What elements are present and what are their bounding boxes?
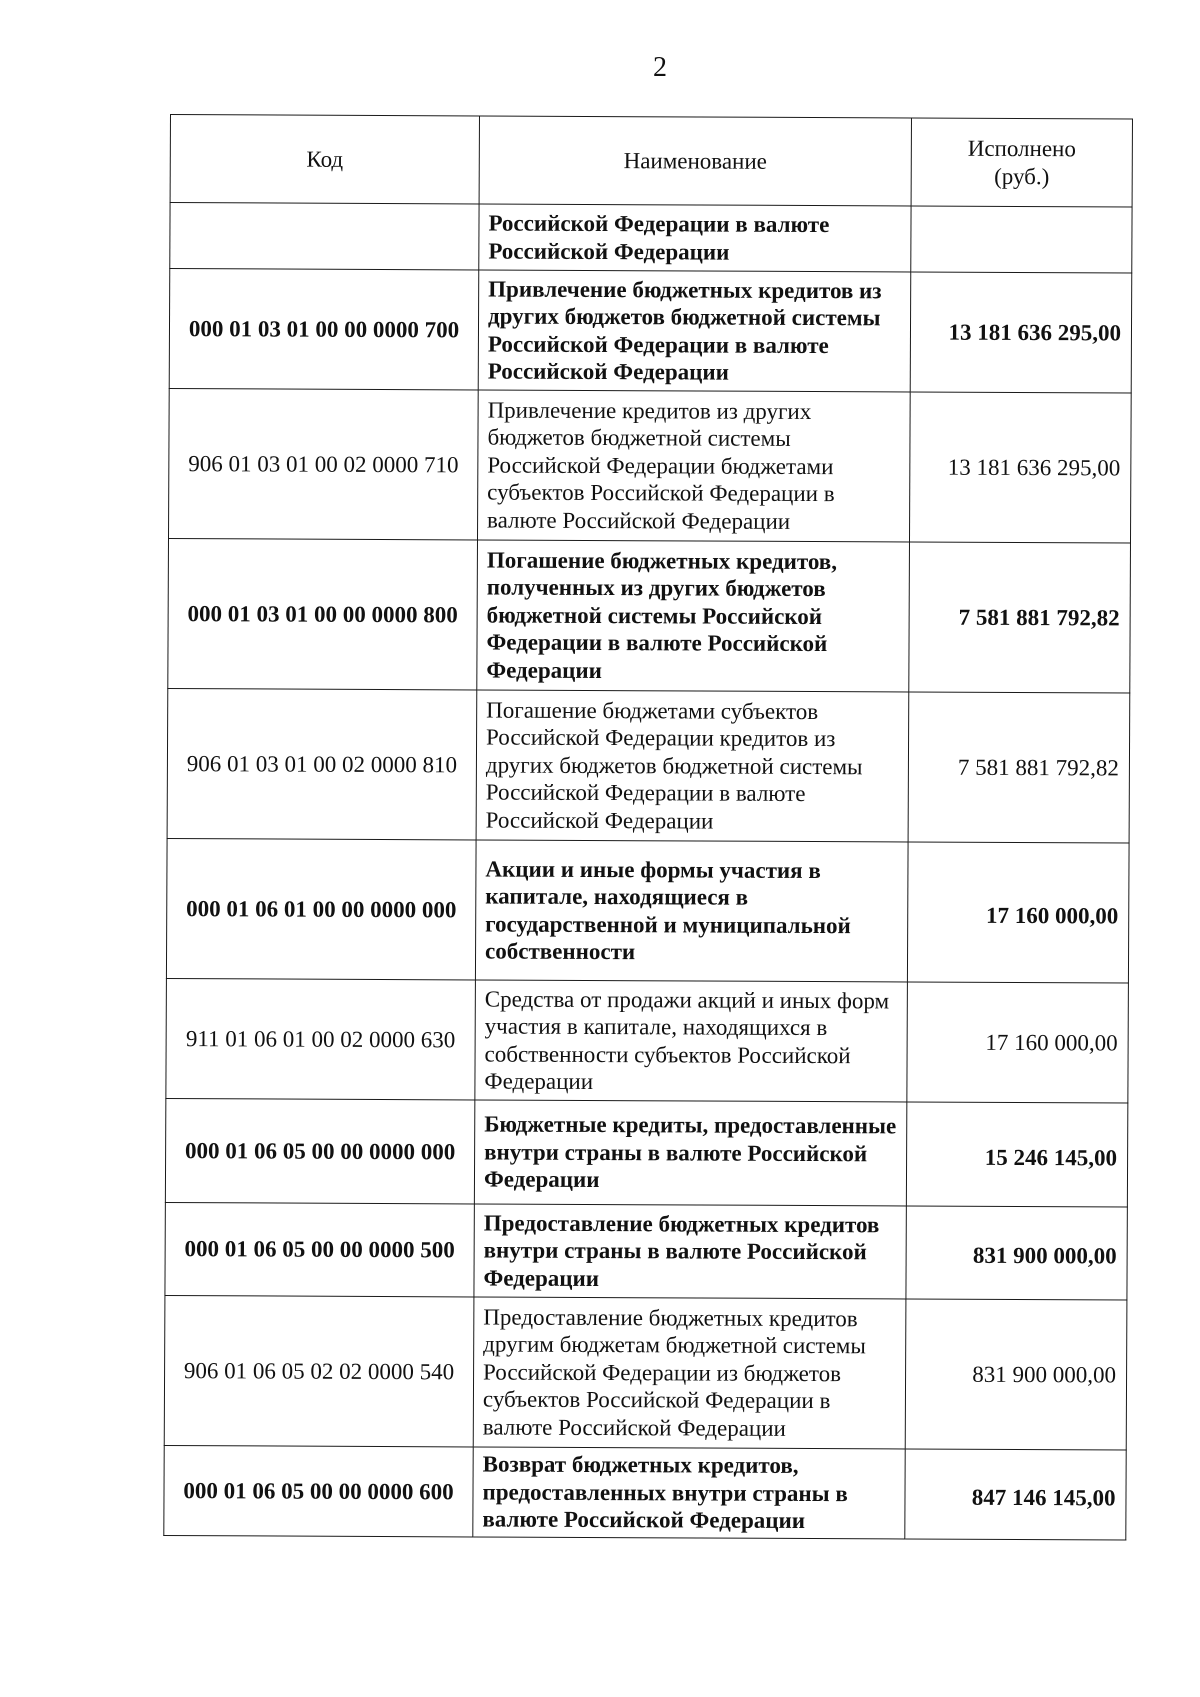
header-code: Код <box>170 115 479 204</box>
row-name: Российской Федерации в валюте Российской Федерации <box>479 204 911 272</box>
row-amount <box>911 206 1132 273</box>
table-row <box>164 1445 1126 1540</box>
table-row <box>168 388 1131 543</box>
row-name: Привлечение кредитов из других бюджетов бюджетной системы Российской Федерации бюджетами субъектов Российской Федерации в валюте Российской Федерации <box>477 390 910 542</box>
table-row <box>165 1202 1127 1300</box>
row-code: 000 01 06 05 00 00 0000 600 <box>164 1445 473 1536</box>
table-row <box>164 1295 1127 1450</box>
row-amount: 17 160 000,00 <box>907 842 1129 983</box>
row-amount: 7 581 881 792,82 <box>908 692 1130 843</box>
row-amount: 13 181 636 295,00 <box>910 272 1132 393</box>
row-code: 000 01 06 01 00 00 0000 000 <box>166 838 476 979</box>
row-amount: 7 581 881 792,82 <box>909 542 1131 693</box>
table-row <box>168 538 1131 693</box>
budget-execution-table <box>163 114 1133 1541</box>
page-number: 2 <box>653 52 667 83</box>
row-amount: 17 160 000,00 <box>907 982 1129 1103</box>
table-row <box>165 1098 1127 1207</box>
table-row <box>166 978 1129 1103</box>
table-header-row <box>170 115 1132 208</box>
table-row <box>166 838 1129 983</box>
row-code: 000 01 03 01 00 00 0000 800 <box>168 538 478 689</box>
row-code: 000 01 03 01 00 00 0000 700 <box>169 269 479 390</box>
table-row <box>170 203 1132 274</box>
row-name: Акции и иные формы участия в капитале, находящиеся в государственной и муниципальной собственности <box>475 840 908 982</box>
row-amount: 831 900 000,00 <box>905 1299 1127 1450</box>
table-row <box>169 269 1132 394</box>
row-code: 906 01 03 01 00 02 0000 810 <box>167 688 477 839</box>
row-code: 906 01 03 01 00 02 0000 710 <box>168 388 478 539</box>
row-name: Предоставление бюджетных кредитов внутри страны в валюте Российской Федерации <box>474 1204 906 1299</box>
row-code: 000 01 06 05 00 00 0000 000 <box>165 1098 474 1203</box>
row-amount: 847 146 145,00 <box>905 1449 1126 1540</box>
row-code <box>170 203 479 270</box>
row-name: Предоставление бюджетных кредитов другим бюджетам бюджетной системы Российской Федерации из бюджетов субъектов Российской Федерации в валюте Российской Федерации <box>473 1297 906 1449</box>
row-name: Привлечение бюджетных кредитов из других бюджетов бюджетной системы Российской Федерации в валюте Российской Федерации <box>478 270 911 392</box>
table-row <box>167 688 1130 843</box>
row-name: Средства от продажи акций и иных форм участия в капитале, находящихся в собственности субъектов Российской Федерации <box>475 980 908 1102</box>
row-name: Погашение бюджетных кредитов, полученных из других бюджетов бюджетной системы Российской Федерации в валюте Российской Федерации <box>477 540 910 692</box>
row-name: Погашение бюджетами субъектов Российской Федерации кредитов из других бюджетов бюджетной системы Российской Федерации в валюте Российской Федерации <box>476 690 909 842</box>
row-amount: 831 900 000,00 <box>906 1206 1127 1300</box>
row-code: 000 01 06 05 00 00 0000 500 <box>165 1202 474 1296</box>
header-amount: Исполнено (руб.) <box>911 118 1132 207</box>
row-code: 911 01 06 01 00 02 0000 630 <box>166 978 476 1099</box>
row-amount: 15 246 145,00 <box>906 1102 1127 1207</box>
row-amount: 13 181 636 295,00 <box>909 392 1131 543</box>
header-name: Наименование <box>479 116 911 206</box>
row-code: 906 01 06 05 02 02 0000 540 <box>164 1295 474 1446</box>
row-name: Возврат бюджетных кредитов, предоставленных внутри страны в валюте Российской Федерации <box>473 1447 905 1539</box>
row-name: Бюджетные кредиты, предоставленные внутри страны в валюте Российской Федерации <box>474 1100 906 1206</box>
